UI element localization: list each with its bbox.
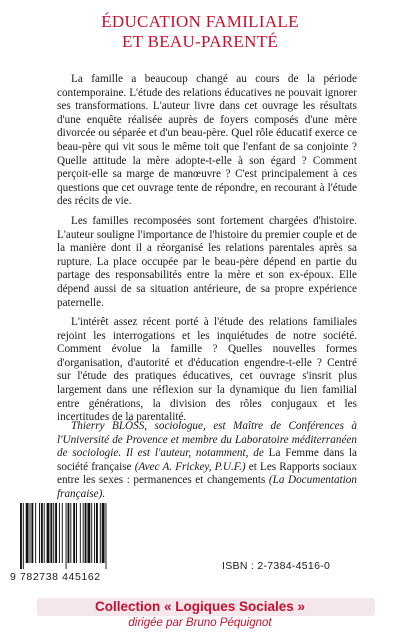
barcode-number: 9 782738 445162: [10, 571, 101, 583]
author-bio-intro: Thierry BLÖSS, sociologue, est Maître de Conférences à l'Université de Provence et membre du Laboratoire méditerranéen de sociologie. Il est l'auteur, notamment, de: [57, 420, 357, 460]
author-book-2: et Les Rapports sociaux entre les sexes : permanences et changements: [57, 460, 357, 487]
blurb-paragraph-2: Les familles recomposées sont fortement chargées d'histoire. L'auteur souligne l'importance de l'histoire du premier couple et de la manière dont il a réorganisé les relations parentales après sa rupture. La place occupée par le beau-père dépend en partie du partage des responsabilités entre la mère et son ex-époux. Elle dépend aussi de sa situation antérieure, de sa propre expérience paternelle.: [57, 214, 357, 309]
book-title-line1: ÉDUCATION FAMILIALE: [101, 12, 299, 31]
collection-director: dirigée par Bruno Péquignot: [128, 617, 272, 629]
blurb-paragraph-3: L'intérêt assez récent porté à l'étude des relations familiales rejoint les interrogations et les inquiétudes de notre société. Comment évolue la famille ? Quelles nouvelles formes d'organisation, d'autorité et d'éducation engendre-t-elle ? Centré sur l'étude des pratiques éducatives, cet ouvrage s'insrit plus largement dans une réflexion sur la dynamique du lien familial entre générations, la division des rôles conjugaux et les incertitudes de la parentalité.: [57, 316, 357, 424]
isbn: ISBN : 2-7384-4516-0: [222, 560, 331, 572]
blurb-paragraph-1: La famille a beaucoup changé au cours de la période contemporaine. L'étude des relations éducatives ne pouvait ignorer ses transformations. L'auteur livre dans cet ouvrage les résultats d'une enquête réalisée auprès de foyers composés d'une mère divorcée ou séparée et d'un beau-père. Quel rôle éducatif exerce ce beau-père qui vit sous le même toit que l'enfant de sa conjointe ? Quelle attitude la mère adopte-t-elle à son égard ? Comment perçoit-elle sa marge de manœuvre ? C'est principalement à ces questions que cet ouvrage tente de répondre, en recourant à l'étude des récits de vie.: [57, 73, 357, 208]
book-title-line2: ET BEAU-PARENTÉ: [121, 32, 279, 51]
barcode: [18, 503, 136, 569]
author-book-1-coauthor: (Avec A. Frickey, P.U.F.): [131, 460, 249, 473]
author-book-1: La Femme dans la société française: [57, 447, 357, 473]
barcode-graphic: [18, 503, 136, 569]
blurb: [57, 73, 357, 431]
collection-title: Collection « Logiques Sociales »: [94, 599, 306, 614]
author-bio: [57, 420, 357, 502]
book-title: [0, 12, 400, 52]
author-book-2-publisher: (La Documentation française).: [57, 474, 357, 500]
